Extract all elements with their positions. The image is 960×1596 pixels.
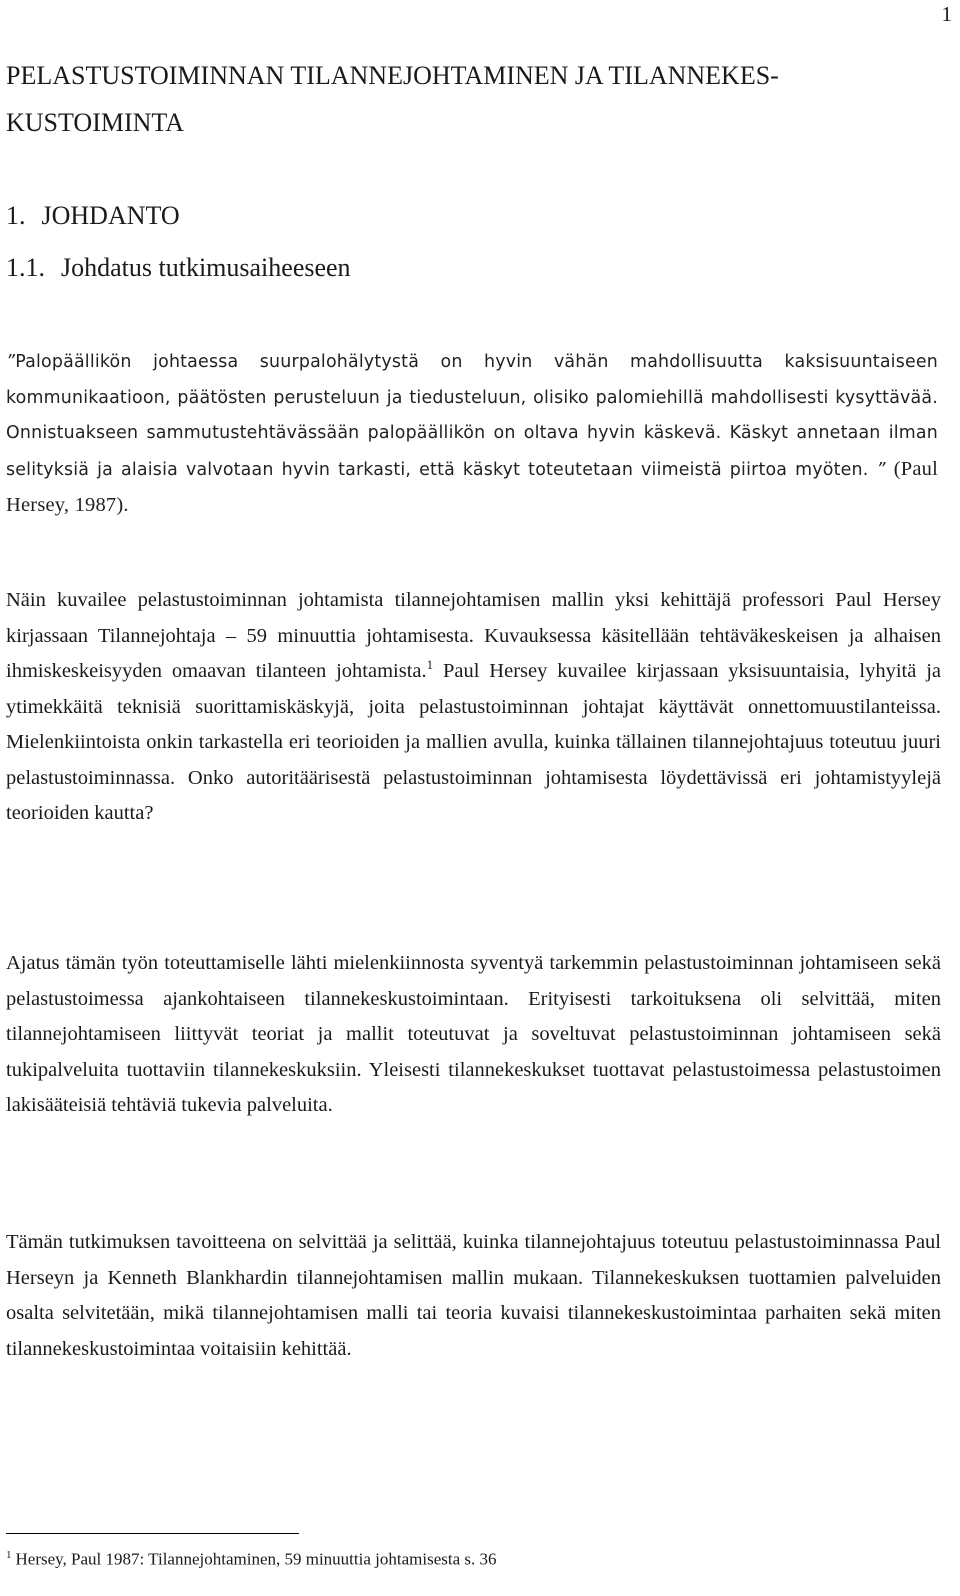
open-quote-mark: ” — [6, 352, 16, 372]
paragraph-1 — [6, 583, 941, 832]
close-quote-mark: ” — [868, 459, 894, 480]
quote-text: Palopäällikön johtaessa suurpalohälytystä on hyvin vähän mahdollisuutta kaksisuuntaiseen kommunikaatioon, päätösten perusteluun ja tiedusteluun, olisiko palomiehillä mahdollisesti kysyttävää. Onnistuakseen sammutustehtävässään palopäällikön on oltava hyvin käskevä. Käskyt annetaan ilman selityksiä ja alaisia valvotaan hyvin tarkasti, että käskyt toteutetaan viimeistä piirtoa myöten. — [6, 352, 938, 480]
quote-citation: (Paul Hersey, 1987). — [6, 457, 938, 516]
section-number: 1. — [6, 201, 26, 230]
page-number: 1 — [941, 2, 952, 26]
paragraph-1-text-b: Paul Hersey kuvailee kirjassaan yksisuuntaisia, lyhyitä ja ytimekkäitä teknisiä suorittamiskäskyjä, joita pelastustoiminnan johtajat käyttävät onnettomuustilanteissa. Mielenkiintoista onkin tarkastella eri teorioiden ja mallien avulla, kuinka tällainen tilannejohtajuus toteutuu juuri pelastustoiminnassa. Onko autoritäärisestä pelastustoiminnan johtamisesta löydettävissä eri johtamistyylejä teorioiden kautta? — [6, 660, 941, 824]
section-title: JOHDANTO — [41, 201, 180, 230]
footnote-separator — [6, 1533, 299, 1534]
paragraph-3: Tämän tutkimuksen tavoitteena on selvittää ja selittää, kuinka tilannejohtajuus toteutuu pelastustoiminnassa Paul Herseyn ja Kenneth Blankhardin tilannejohtamisen mallin mukaan. Tilannekeskuksen tuottamien palveluiden osalta selvitetään, mikä tilannejohtamisen malli tai teoria kuvaisi tilannekeskustoimintaa parhaiten sekä miten tilannekeskustoimintaa voitaisiin kehittää. — [6, 1231, 941, 1360]
subsection-number: 1.1. — [6, 253, 45, 282]
footnote-number: 1 — [6, 1549, 12, 1561]
paragraph-2: Ajatus tämän työn toteuttamiselle lähti mielenkiinnosta syventyä tarkemmin pelastustoiminnan johtamiseen sekä pelastustoimessa ajankohtaiseen tilannekeskustoimintaan. Erityisesti tarkoituksena oli selvittää, miten tilannejohtamiseen liittyvät teoriat ja mallit toteutuvat ja soveltuvat pelastustoiminnan johtamiseen sekä tukipalveluita tuottaviin tilannekeskuksiin. Yleisesti tilannekeskukset tuottavat pelastustoimessa pelastustoimen lakisääteisiä tehtäviä tukevia palveluita. — [6, 952, 941, 1116]
section-heading — [6, 196, 180, 236]
subsection-title: Johdatus tutkimusaiheeseen — [61, 253, 351, 282]
document-title: PELASTUSTOIMINNAN TILANNEJOHTAMINEN JA TILANNEKES-KUSTOIMINTA — [6, 61, 779, 137]
footnote-text: Hersey, Paul 1987: Tilannejohtaminen, 59 minuuttia johtamisesta s. 36 — [15, 1549, 497, 1569]
block-quote — [6, 345, 938, 525]
paragraph-1-text-a: Näin kuvailee pelastustoiminnan johtamista tilannejohtamisen mallin yksi kehittäjä professori Paul Hersey kirjassaan Tilannejohtaja – 59 minuuttia johtamisesta. Kuvauksessa käsitellään tehtäväkeskeisen ja alhaisen ihmiskeskeisyyden omaavan tilanteen johtamista. — [6, 589, 941, 682]
footnote — [6, 1544, 497, 1571]
subsection-heading — [6, 248, 351, 288]
footnote-reference[interactable]: 1 — [426, 657, 434, 673]
